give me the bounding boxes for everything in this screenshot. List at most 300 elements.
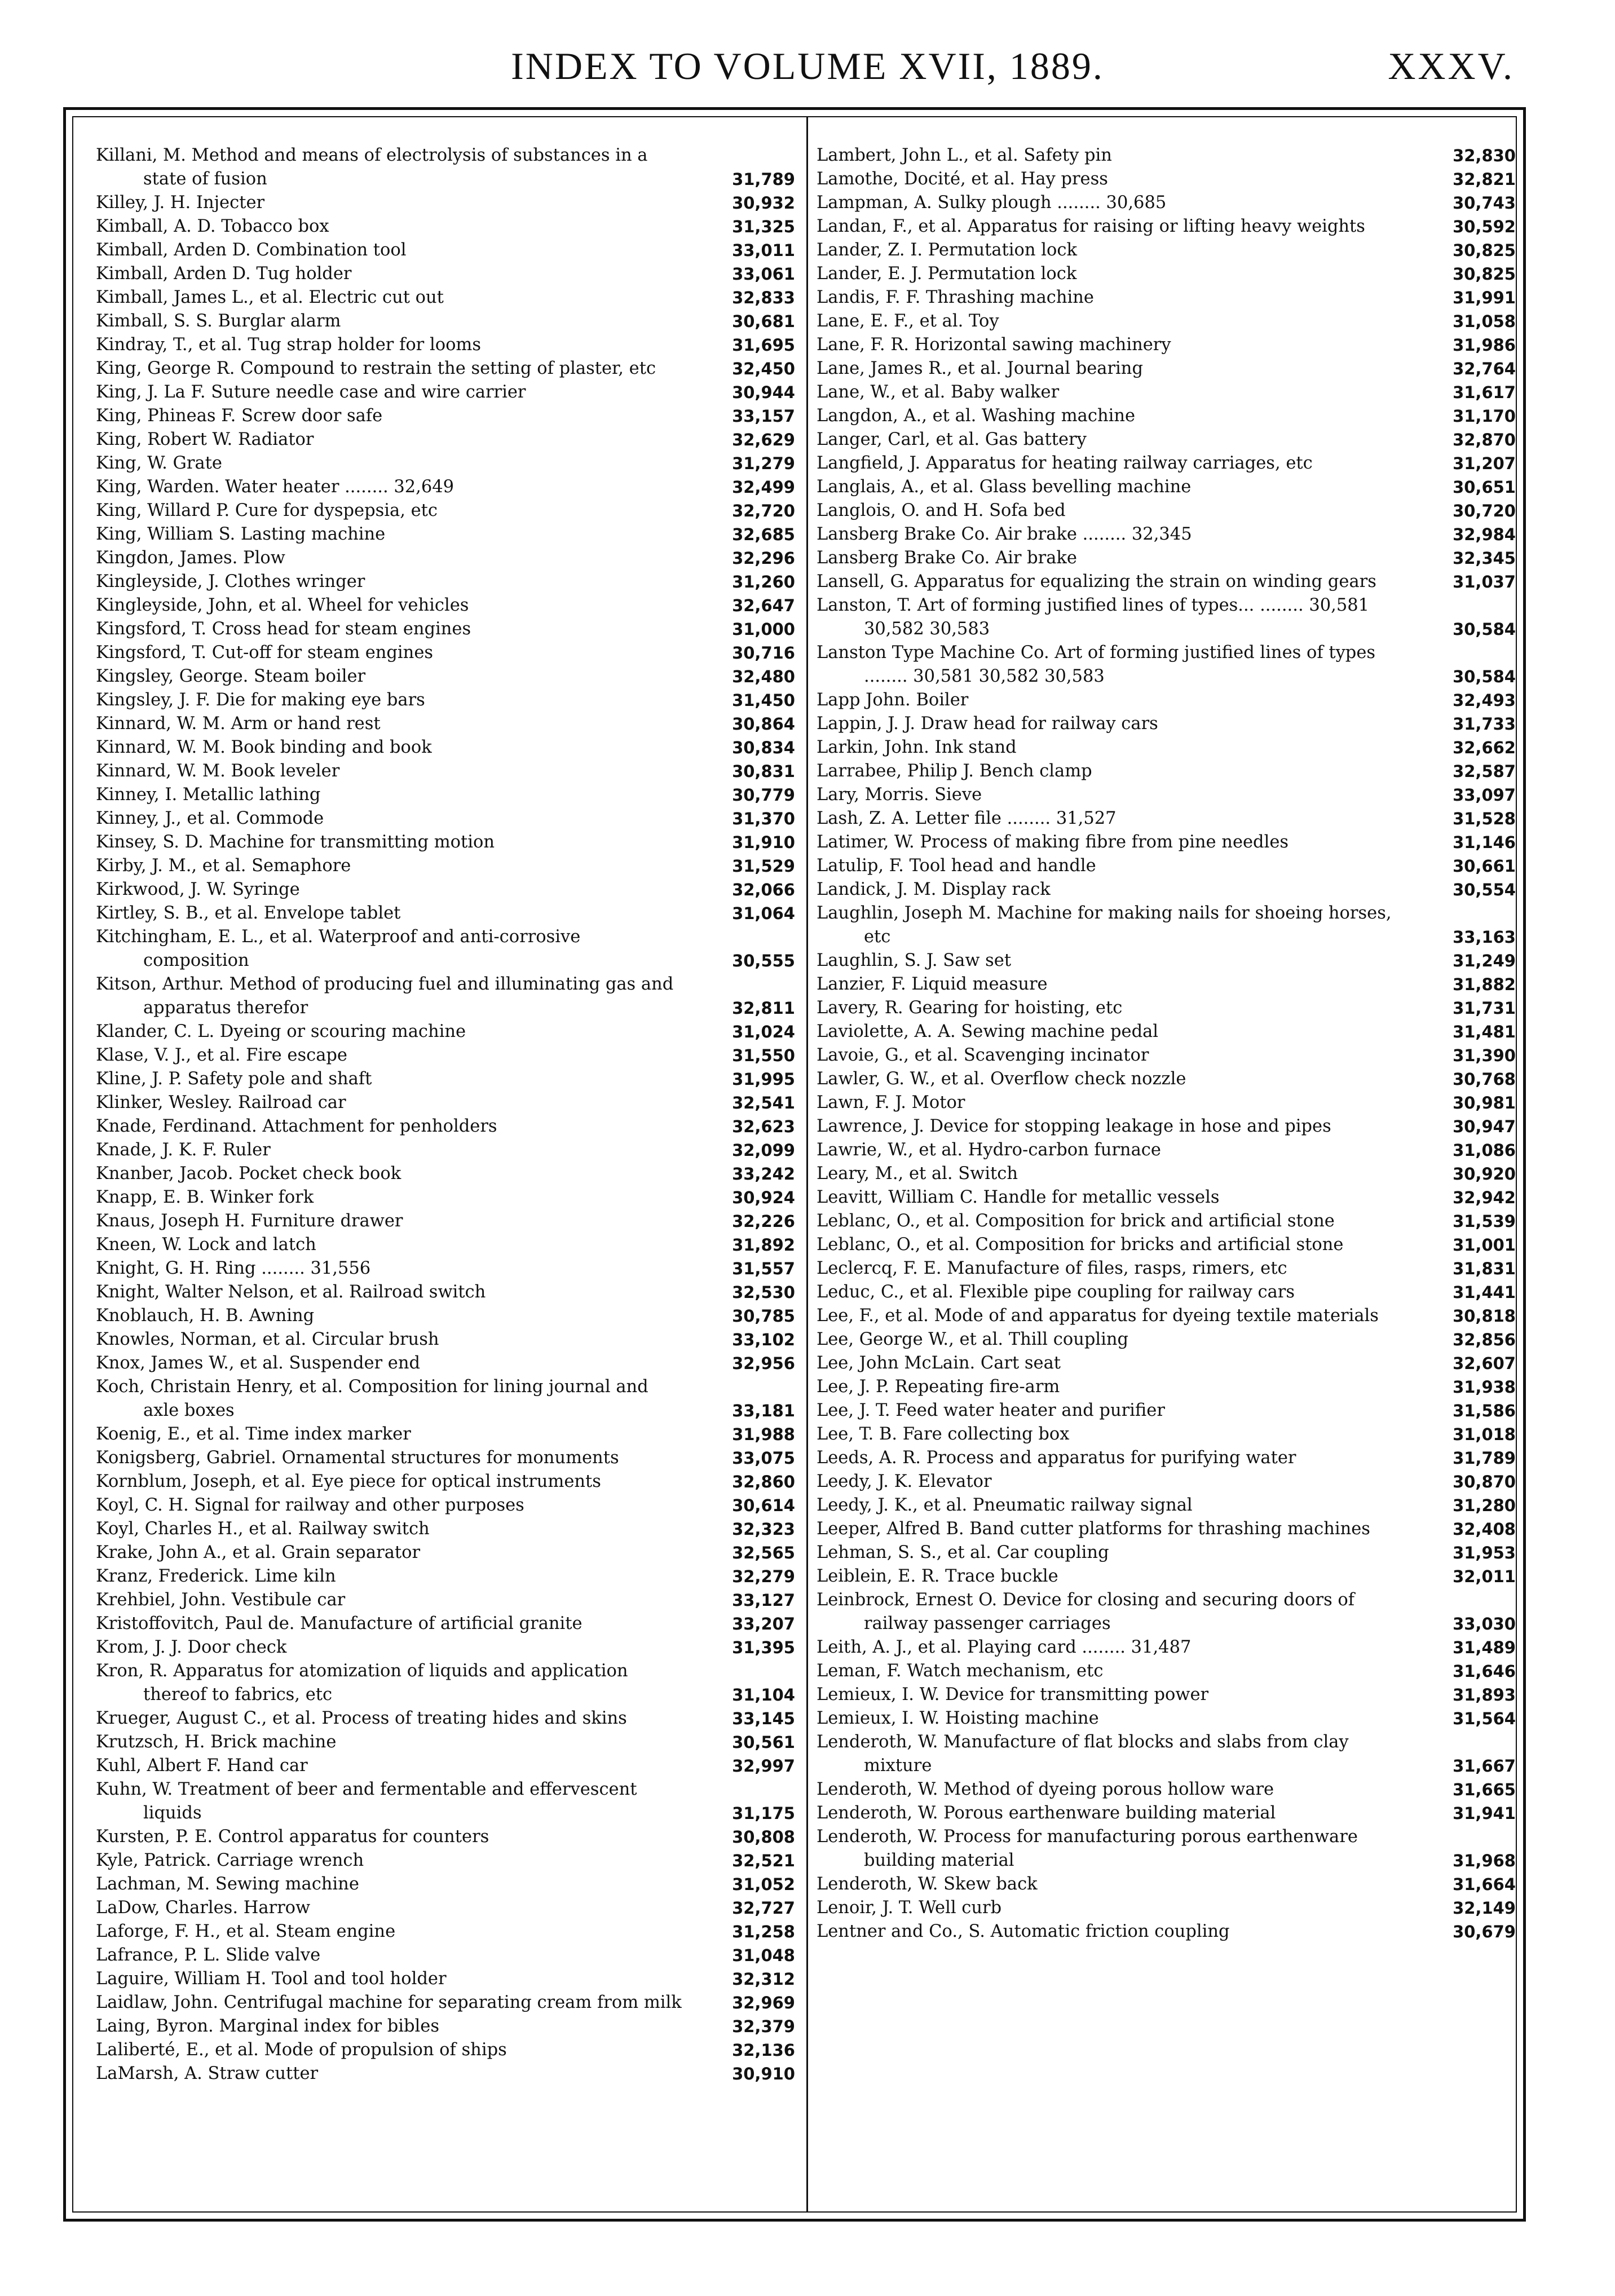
- entry-text: King, Willard P. Cure for dyspepsia, etc: [96, 501, 438, 520]
- entry-text: Krutzsch, H. Brick machine: [96, 1732, 337, 1752]
- index-entry: [817, 807, 1516, 831]
- patent-number: 31,968: [1453, 1851, 1516, 1870]
- entry-text: Leavitt, William C. Handle for metallic vessels: [817, 1187, 1220, 1207]
- entry-text: Lander, Z. I. Permutation lock: [817, 240, 1077, 260]
- patent-number: 32,727: [732, 1898, 795, 1918]
- entry-text: Landick, J. M. Display rack: [817, 880, 1051, 899]
- patent-number: 31,991: [1453, 288, 1516, 307]
- index-entry: [817, 167, 1516, 191]
- index-entry: [817, 1257, 1516, 1281]
- index-entry: [96, 310, 795, 333]
- index-entry: [96, 1162, 795, 1186]
- index-entry: [817, 1304, 1516, 1328]
- entry-text: Knanber, Jacob. Pocket check book: [96, 1164, 401, 1184]
- entry-text: Kindray, T., et al. Tug strap holder for looms: [96, 335, 482, 355]
- index-entry: [817, 428, 1516, 452]
- patent-number: 31,146: [1453, 833, 1516, 852]
- entry-text: Leiblein, E. R. Trace buckle: [817, 1566, 1058, 1586]
- entry-text: Lane, W., et al. Baby walker: [817, 382, 1060, 402]
- entry-text: Lemieux, I. W. Hoisting machine: [817, 1708, 1099, 1728]
- entry-text: Leeper, Alfred B. Band cutter platforms for thrashing machines: [817, 1519, 1370, 1539]
- patent-number: 31,893: [1453, 1685, 1516, 1705]
- index-entry: [817, 1138, 1516, 1162]
- entry-text: Kinney, I. Metallic lathing: [96, 785, 321, 805]
- patent-number: 32,279: [732, 1567, 795, 1586]
- index-entry: [96, 594, 795, 617]
- index-entry: [96, 1896, 795, 1920]
- index-entry: [96, 546, 795, 570]
- patent-number: 31,733: [1453, 714, 1516, 734]
- index-column-left: [96, 144, 795, 2086]
- patent-number: 31,665: [1453, 1780, 1516, 1799]
- patent-number: 32,720: [732, 501, 795, 520]
- entry-text: Kimball, James L., et al. Electric cut out: [96, 288, 444, 307]
- patent-number: 32,764: [1453, 359, 1516, 378]
- patent-number: 31,831: [1453, 1259, 1516, 1278]
- entry-text: Kirby, J. M., et al. Semaphore: [96, 856, 351, 876]
- index-entry: [96, 878, 795, 902]
- entry-text: Lawn, F. J. Motor: [817, 1093, 965, 1112]
- patent-number: 31,058: [1453, 312, 1516, 331]
- entry-text: Knight, G. H. Ring ........ 31,556: [96, 1259, 371, 1278]
- patent-number: 31,731: [1453, 999, 1516, 1018]
- page-header: [0, 44, 1615, 89]
- patent-number: 32,629: [732, 430, 795, 449]
- index-entry: [96, 404, 795, 428]
- entry-text: Laviolette, A. A. Sewing machine pedal: [817, 1022, 1159, 1041]
- index-entry: [817, 1494, 1516, 1517]
- index-entry: [817, 1352, 1516, 1375]
- entry-text: Kirtley, S. B., et al. Envelope tablet: [96, 903, 401, 923]
- patent-number: 31,052: [732, 1875, 795, 1894]
- entry-text: Lapp John. Boiler: [817, 690, 969, 710]
- patent-number: 30,825: [1453, 264, 1516, 284]
- entry-text: Laidlaw, John. Centrifugal machine for separating cream from milk: [96, 1993, 682, 2012]
- entry-text: Lane, James R., et al. Journal bearing: [817, 359, 1143, 378]
- patent-number: 31,564: [1453, 1709, 1516, 1728]
- patent-number: 32,296: [732, 549, 795, 568]
- entry-text: Kursten, P. E. Control apparatus for counters: [96, 1827, 489, 1847]
- index-entry: [817, 1730, 1516, 1778]
- index-entry: [817, 973, 1516, 996]
- index-entry: [96, 641, 795, 665]
- index-entry: [96, 1115, 795, 1138]
- patent-number: 31,280: [1453, 1496, 1516, 1515]
- index-entry: [817, 688, 1516, 712]
- patent-number: 31,395: [732, 1638, 795, 1657]
- patent-number: 32,379: [732, 2017, 795, 2036]
- patent-number: 32,647: [732, 596, 795, 615]
- patent-number: 32,565: [732, 1543, 795, 1562]
- index-entry: [817, 1375, 1516, 1399]
- patent-number: 33,157: [732, 407, 795, 426]
- entry-text: Kristoffovitch, Paul de. Manufacture of artificial granite: [96, 1614, 583, 1633]
- index-entry: [817, 1896, 1516, 1920]
- entry-text: Knight, Walter Nelson, et al. Railroad switch: [96, 1282, 486, 1302]
- index-entry: [96, 1375, 795, 1423]
- entry-text: Killani, M. Method and means of electrolysis of substances in a state of fusion: [96, 145, 648, 189]
- patent-number: 31,325: [732, 217, 795, 236]
- patent-number: 31,550: [732, 1046, 795, 1065]
- index-entry: [96, 1233, 795, 1257]
- index-entry: [96, 1091, 795, 1115]
- entry-text: Larrabee, Philip J. Bench clamp: [817, 761, 1092, 781]
- entry-text: Lansell, G. Apparatus for equalizing the strain on winding gears: [817, 572, 1376, 591]
- patent-number: 32,099: [732, 1141, 795, 1160]
- entry-text: Langlais, A., et al. Glass bevelling machine: [817, 477, 1192, 497]
- index-entry: [96, 1565, 795, 1588]
- entry-text: Langer, Carl, et al. Gas battery: [817, 430, 1087, 449]
- index-entry: [817, 1778, 1516, 1802]
- patent-number: 33,097: [1453, 785, 1516, 805]
- patent-number: 32,997: [732, 1756, 795, 1776]
- entry-text: Lafrance, P. L. Slide valve: [96, 1945, 321, 1965]
- index-entry: [817, 1588, 1516, 1636]
- patent-number: 31,048: [732, 1946, 795, 1965]
- index-entry: [817, 641, 1516, 688]
- index-entry: [96, 1186, 795, 1209]
- index-entry: [817, 831, 1516, 854]
- patent-number: 31,481: [1453, 1022, 1516, 1041]
- entry-text: Leman, F. Watch mechanism, etc: [817, 1661, 1104, 1681]
- entry-text: Kitchingham, E. L., et al. Waterproof and anti-corrosive composition: [96, 927, 581, 970]
- patent-number: 33,075: [732, 1449, 795, 1468]
- patent-number: 32,149: [1453, 1898, 1516, 1918]
- index-entry: [96, 2062, 795, 2086]
- entry-text: Lash, Z. A. Letter file ........ 31,527: [817, 809, 1117, 828]
- patent-number: 31,695: [732, 335, 795, 355]
- entry-text: Langfield, J. Apparatus for heating railway carriages, etc: [817, 453, 1313, 473]
- patent-number: 30,614: [732, 1496, 795, 1515]
- index-entry: [817, 1281, 1516, 1304]
- patent-number: 30,932: [732, 193, 795, 213]
- entry-text: Landis, F. F. Thrashing machine: [817, 288, 1094, 307]
- entry-text: Killey, J. H. Injecter: [96, 193, 265, 213]
- patent-number: 33,030: [1453, 1614, 1516, 1633]
- index-entry: [817, 1044, 1516, 1067]
- patent-number: 31,175: [732, 1804, 795, 1823]
- index-entry: [817, 783, 1516, 807]
- index-entry: [96, 1707, 795, 1730]
- entry-text: Krake, John A., et al. Grain separator: [96, 1543, 421, 1562]
- entry-text: Klinker, Wesley. Railroad car: [96, 1093, 346, 1112]
- index-entry: [96, 760, 795, 783]
- index-entry: [817, 1162, 1516, 1186]
- entry-text: Lenderoth, W. Process for manufacturing porous earthenware building material: [817, 1827, 1358, 1870]
- entry-text: Leedy, J. K. Elevator: [817, 1472, 992, 1491]
- entry-text: Lanston, T. Art of forming justified lines of types... ........ 30,581 30,582 30,583: [817, 595, 1370, 639]
- patent-number: 30,864: [732, 714, 795, 734]
- patent-number: 31,086: [1453, 1141, 1516, 1160]
- index-entry: [817, 1446, 1516, 1470]
- patent-number: 30,924: [732, 1188, 795, 1207]
- patent-number: 32,587: [1453, 762, 1516, 781]
- patent-number: 32,136: [732, 2041, 795, 2060]
- patent-number: 31,000: [732, 620, 795, 639]
- page-number: XXXV.: [1388, 45, 1515, 87]
- index-entry: [96, 2015, 795, 2038]
- index-entry: [96, 1588, 795, 1612]
- index-entry: [96, 1920, 795, 1944]
- index-entry: [817, 1233, 1516, 1257]
- entry-text: Leduc, C., et al. Flexible pipe coupling for railway cars: [817, 1282, 1295, 1302]
- entry-text: Lavery, R. Gearing for hoisting, etc: [817, 998, 1123, 1018]
- index-entry: [96, 286, 795, 310]
- patent-number: 30,825: [1453, 241, 1516, 260]
- entry-text: Lenderoth, W. Manufacture of flat blocks and slabs from clay mixture: [817, 1732, 1349, 1776]
- entry-text: Kinnard, W. M. Arm or hand rest: [96, 714, 381, 734]
- entry-text: Lane, F. R. Horizontal sawing machinery: [817, 335, 1171, 355]
- patent-number: 30,592: [1453, 217, 1516, 236]
- index-entry: [96, 570, 795, 594]
- entry-text: Laing, Byron. Marginal index for bibles: [96, 2016, 439, 2036]
- entry-text: Lee, George W., et al. Thill coupling: [817, 1330, 1129, 1349]
- patent-number: 30,920: [1453, 1164, 1516, 1184]
- entry-text: Lary, Morris. Sieve: [817, 785, 982, 805]
- index-entry: [817, 854, 1516, 878]
- patent-number: 30,779: [732, 785, 795, 805]
- patent-number: 31,441: [1453, 1283, 1516, 1302]
- entry-text: Knox, James W., et al. Suspender end: [96, 1353, 421, 1373]
- entry-text: Koch, Christain Henry, et al. Composition for lining journal and axle boxes: [96, 1377, 648, 1420]
- index-entry: [96, 239, 795, 262]
- entry-text: Langdon, A., et al. Washing machine: [817, 406, 1136, 426]
- index-entry: [96, 807, 795, 831]
- entry-text: Leeds, A. R. Process and apparatus for purifying water: [817, 1448, 1296, 1468]
- patent-number: 30,910: [732, 2064, 795, 2083]
- index-entry: [96, 854, 795, 878]
- patent-number: 31,170: [1453, 407, 1516, 426]
- patent-number: 31,789: [1453, 1449, 1516, 1468]
- index-entry: [817, 1423, 1516, 1446]
- patent-number: 32,685: [732, 525, 795, 544]
- entry-text: Laforge, F. H., et al. Steam engine: [96, 1922, 396, 1941]
- entry-text: Lawrence, J. Device for stopping leakage in hose and pipes: [817, 1116, 1331, 1136]
- patent-number: 32,530: [732, 1283, 795, 1302]
- index-entry: [96, 925, 795, 973]
- patent-number: 33,163: [1453, 928, 1516, 947]
- patent-number: 31,953: [1453, 1543, 1516, 1562]
- index-entry: [817, 1328, 1516, 1352]
- entry-text: Lambert, John L., et al. Safety pin: [817, 145, 1112, 165]
- index-entry: [96, 452, 795, 475]
- entry-text: Kyle, Patrick. Carriage wrench: [96, 1851, 364, 1870]
- index-entry: [96, 712, 795, 736]
- entry-text: Kimball, S. S. Burglar alarm: [96, 311, 341, 331]
- index-entry: [817, 357, 1516, 381]
- index-entry: [817, 736, 1516, 760]
- index-entry: [817, 191, 1516, 215]
- index-entry: [96, 262, 795, 286]
- index-entry: [96, 783, 795, 807]
- entry-text: Lee, J. T. Feed water heater and purifier: [817, 1401, 1165, 1420]
- patent-number: 31,882: [1453, 975, 1516, 994]
- entry-text: Lachman, M. Sewing machine: [96, 1874, 359, 1894]
- index-entry: [96, 1209, 795, 1233]
- index-entry: [96, 1423, 795, 1446]
- index-entry: [817, 1020, 1516, 1044]
- entry-text: Knade, J. K. F. Ruler: [96, 1140, 271, 1160]
- entry-text: Leblanc, O., et al. Composition for brick and artificial stone: [817, 1211, 1335, 1231]
- patent-number: 32,607: [1453, 1354, 1516, 1373]
- patent-number: 31,450: [732, 691, 795, 710]
- entry-text: Lawler, G. W., et al. Overflow check nozzle: [817, 1069, 1186, 1089]
- entry-text: Koyl, C. H. Signal for railway and other purposes: [96, 1495, 524, 1515]
- patent-number: 31,938: [1453, 1377, 1516, 1397]
- index-entry: [817, 215, 1516, 239]
- patent-number: 31,207: [1453, 454, 1516, 473]
- index-entry: [817, 712, 1516, 736]
- patent-number: 30,831: [732, 762, 795, 781]
- entry-text: Kingleyside, John, et al. Wheel for vehicles: [96, 595, 469, 615]
- index-entry: [817, 1659, 1516, 1683]
- index-entry: [817, 1541, 1516, 1565]
- entry-text: Knaus, Joseph H. Furniture drawer: [96, 1211, 403, 1231]
- entry-text: Kimball, Arden D. Combination tool: [96, 240, 407, 260]
- entry-text: Laughlin, S. J. Saw set: [817, 951, 1012, 970]
- patent-number: 33,102: [732, 1330, 795, 1349]
- entry-text: Knoblauch, H. B. Awning: [96, 1306, 315, 1326]
- index-column-right: [817, 144, 1516, 1944]
- index-entry: [96, 1446, 795, 1470]
- entry-text: King, George R. Compound to restrain the setting of plaster, etc: [96, 359, 656, 378]
- entry-text: Leary, M., et al. Switch: [817, 1164, 1018, 1184]
- index-entry: [96, 688, 795, 712]
- index-entry: [817, 760, 1516, 783]
- patent-number: 31,988: [732, 1425, 795, 1444]
- index-entry: [96, 1352, 795, 1375]
- entry-text: Lavoie, G., et al. Scavenging incinator: [817, 1045, 1149, 1065]
- index-entry: [817, 570, 1516, 594]
- entry-text: Laliberté, E., et al. Mode of propulsion of ships: [96, 2040, 507, 2060]
- patent-number: 33,242: [732, 1164, 795, 1184]
- patent-number: 30,818: [1453, 1306, 1516, 1326]
- entry-text: Krom, J. J. Door check: [96, 1637, 287, 1657]
- entry-text: LaMarsh, A. Straw cutter: [96, 2064, 319, 2083]
- index-entry: [817, 1825, 1516, 1873]
- patent-number: 30,561: [732, 1733, 795, 1752]
- index-entry: [96, 1778, 795, 1825]
- index-entry: [817, 1802, 1516, 1825]
- entry-text: Kron, R. Apparatus for atomization of liquids and application thereof to fabrics, etc: [96, 1661, 628, 1705]
- entry-text: Kirkwood, J. W. Syringe: [96, 880, 300, 899]
- index-entry: [96, 1612, 795, 1636]
- index-entry: [96, 1944, 795, 1967]
- entry-text: Kornblum, Joseph, et al. Eye piece for optical instruments: [96, 1472, 601, 1491]
- patent-number: 32,623: [732, 1117, 795, 1136]
- index-entry: [96, 1470, 795, 1494]
- patent-number: 32,811: [732, 999, 795, 1018]
- patent-number: 32,942: [1453, 1188, 1516, 1207]
- index-entry: [96, 1825, 795, 1849]
- index-entry: [96, 357, 795, 381]
- patent-number: 32,499: [732, 478, 795, 497]
- index-entry: [817, 1399, 1516, 1423]
- patent-number: 32,541: [732, 1093, 795, 1112]
- patent-number: 33,181: [732, 1401, 795, 1420]
- index-entry: [96, 1067, 795, 1091]
- index-entry: [96, 617, 795, 641]
- patent-number: 30,651: [1453, 478, 1516, 497]
- index-entry: [817, 1517, 1516, 1541]
- patent-number: 31,789: [732, 170, 795, 189]
- entry-text: Kingsley, George. Steam boiler: [96, 666, 366, 686]
- patent-number: 30,808: [732, 1827, 795, 1847]
- index-entry: [96, 381, 795, 404]
- patent-number: 30,554: [1453, 880, 1516, 899]
- patent-number: 32,521: [732, 1851, 795, 1870]
- entry-text: Langlois, O. and H. Sofa bed: [817, 501, 1066, 520]
- patent-number: 30,584: [1453, 620, 1516, 639]
- entry-text: Kingsford, T. Cross head for steam engines: [96, 619, 471, 639]
- index-entry: [817, 262, 1516, 286]
- index-entry: [96, 1991, 795, 2015]
- patent-number: 32,226: [732, 1212, 795, 1231]
- entry-text: Lawrie, W., et al. Hydro-carbon furnace: [817, 1140, 1161, 1160]
- patent-number: 31,529: [732, 856, 795, 876]
- entry-text: Lentner and Co., S. Automatic friction coupling: [817, 1922, 1230, 1941]
- index-entry: [96, 1304, 795, 1328]
- patent-number: 32,312: [732, 1970, 795, 1989]
- index-entry: [817, 1636, 1516, 1659]
- entry-text: Kline, J. P. Safety pole and shaft: [96, 1069, 372, 1089]
- entry-text: Lenderoth, W. Skew back: [817, 1874, 1038, 1894]
- index-entry: [817, 1115, 1516, 1138]
- entry-text: Laguire, William H. Tool and tool holder: [96, 1969, 447, 1989]
- index-entry: [817, 475, 1516, 499]
- patent-number: 30,981: [1453, 1093, 1516, 1112]
- index-entry: [817, 1091, 1516, 1115]
- entry-text: King, William S. Lasting machine: [96, 524, 386, 544]
- patent-number: 31,001: [1453, 1235, 1516, 1255]
- index-entry: [96, 499, 795, 523]
- entry-text: Kinney, J., et al. Commode: [96, 809, 324, 828]
- index-entry: [817, 1565, 1516, 1588]
- index-entry: [96, 973, 795, 1020]
- patent-number: 32,969: [732, 1993, 795, 2012]
- index-entry: [817, 949, 1516, 973]
- patent-number: 30,944: [732, 383, 795, 402]
- patent-number: 31,667: [1453, 1756, 1516, 1776]
- patent-number: 31,941: [1453, 1804, 1516, 1823]
- patent-number: 31,528: [1453, 809, 1516, 828]
- entry-text: Knowles, Norman, et al. Circular brush: [96, 1330, 439, 1349]
- index-entry: [817, 1920, 1516, 1944]
- index-entry: [96, 1494, 795, 1517]
- index-entry: [817, 1873, 1516, 1896]
- patent-number: 32,450: [732, 359, 795, 378]
- index-entry: [817, 523, 1516, 546]
- entry-text: Kinnard, W. M. Book binding and book: [96, 738, 432, 757]
- patent-number: 31,557: [732, 1259, 795, 1278]
- patent-number: 31,037: [1453, 572, 1516, 591]
- index-entry: [96, 1044, 795, 1067]
- entry-text: Lanzier, F. Liquid measure: [817, 974, 1048, 994]
- patent-number: 30,681: [732, 312, 795, 331]
- patent-number: 33,127: [732, 1591, 795, 1610]
- patent-number: 32,860: [732, 1472, 795, 1491]
- patent-number: 31,024: [732, 1022, 795, 1041]
- index-entry: [817, 404, 1516, 428]
- entry-text: Leblanc, O., et al. Composition for bricks and artificial stone: [817, 1235, 1344, 1255]
- index-entry: [96, 736, 795, 760]
- index-entry: [96, 191, 795, 215]
- patent-number: 31,018: [1453, 1425, 1516, 1444]
- entry-text: Lamothe, Docité, et al. Hay press: [817, 169, 1108, 189]
- patent-number: 32,011: [1453, 1567, 1516, 1586]
- patent-number: 30,555: [732, 951, 795, 970]
- index-entry: [817, 452, 1516, 475]
